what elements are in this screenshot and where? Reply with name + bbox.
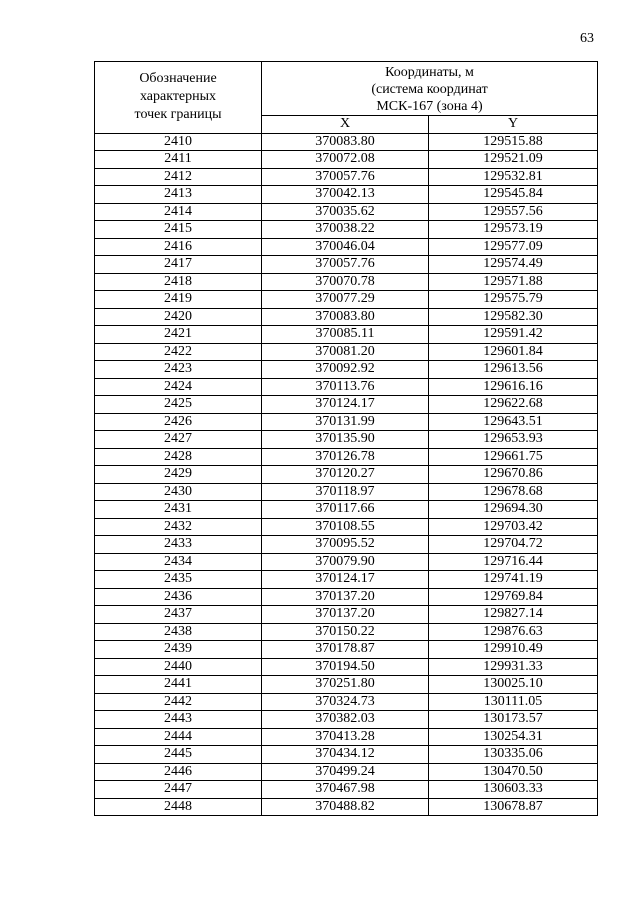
cell-point-id: 2428 xyxy=(95,448,262,466)
cell-x: 370113.76 xyxy=(262,378,429,396)
cell-point-id: 2410 xyxy=(95,133,262,151)
cell-x: 370081.20 xyxy=(262,343,429,361)
table-row xyxy=(95,448,598,466)
table-row xyxy=(95,186,598,204)
cell-point-id: 2435 xyxy=(95,571,262,589)
table-row xyxy=(95,466,598,484)
cell-x: 370042.13 xyxy=(262,186,429,204)
table-body xyxy=(95,133,598,816)
cell-x: 370124.17 xyxy=(262,571,429,589)
cell-y: 129643.51 xyxy=(429,413,598,431)
cell-point-id: 2445 xyxy=(95,746,262,764)
table-row xyxy=(95,728,598,746)
header-coords-line: МСК-167 (зона 4) xyxy=(376,99,483,114)
cell-y: 129532.81 xyxy=(429,168,598,186)
cell-y: 130111.05 xyxy=(429,693,598,711)
cell-x: 370095.52 xyxy=(262,536,429,554)
table-row xyxy=(95,308,598,326)
cell-y: 129653.93 xyxy=(429,431,598,449)
table-row xyxy=(95,431,598,449)
table-row xyxy=(95,221,598,239)
cell-point-id: 2444 xyxy=(95,728,262,746)
table-row xyxy=(95,326,598,344)
cell-x: 370382.03 xyxy=(262,711,429,729)
header-x: X xyxy=(262,116,429,134)
cell-y: 129545.84 xyxy=(429,186,598,204)
cell-x: 370251.80 xyxy=(262,676,429,694)
cell-point-id: 2432 xyxy=(95,518,262,536)
cell-point-id: 2433 xyxy=(95,536,262,554)
cell-x: 370046.04 xyxy=(262,238,429,256)
cell-x: 370488.82 xyxy=(262,798,429,816)
cell-y: 130470.50 xyxy=(429,763,598,781)
cell-x: 370120.27 xyxy=(262,466,429,484)
table-row xyxy=(95,641,598,659)
cell-x: 370324.73 xyxy=(262,693,429,711)
cell-x: 370135.90 xyxy=(262,431,429,449)
table-row xyxy=(95,396,598,414)
table-row xyxy=(95,763,598,781)
cell-x: 370434.12 xyxy=(262,746,429,764)
cell-x: 370118.97 xyxy=(262,483,429,501)
cell-x: 370137.20 xyxy=(262,606,429,624)
table-row xyxy=(95,536,598,554)
table-row xyxy=(95,571,598,589)
cell-y: 129704.72 xyxy=(429,536,598,554)
cell-point-id: 2440 xyxy=(95,658,262,676)
cell-x: 370131.99 xyxy=(262,413,429,431)
table-row xyxy=(95,133,598,151)
cell-y: 129661.75 xyxy=(429,448,598,466)
table-row xyxy=(95,273,598,291)
table-row xyxy=(95,676,598,694)
cell-point-id: 2431 xyxy=(95,501,262,519)
cell-y: 129577.09 xyxy=(429,238,598,256)
cell-y: 129521.09 xyxy=(429,151,598,169)
cell-x: 370150.22 xyxy=(262,623,429,641)
cell-point-id: 2418 xyxy=(95,273,262,291)
cell-x: 370072.08 xyxy=(262,151,429,169)
cell-y: 130025.10 xyxy=(429,676,598,694)
header-coords-line: Координаты, м xyxy=(385,65,474,80)
table-row xyxy=(95,658,598,676)
cell-y: 130173.57 xyxy=(429,711,598,729)
cell-x: 370178.87 xyxy=(262,641,429,659)
cell-point-id: 2415 xyxy=(95,221,262,239)
table-row xyxy=(95,501,598,519)
cell-x: 370085.11 xyxy=(262,326,429,344)
cell-y: 129716.44 xyxy=(429,553,598,571)
cell-x: 370035.62 xyxy=(262,203,429,221)
cell-x: 370083.80 xyxy=(262,308,429,326)
cell-x: 370070.78 xyxy=(262,273,429,291)
table-row xyxy=(95,746,598,764)
cell-y: 129557.56 xyxy=(429,203,598,221)
cell-point-id: 2430 xyxy=(95,483,262,501)
header-point-line: Обозначение xyxy=(139,71,217,87)
cell-point-id: 2411 xyxy=(95,151,262,169)
cell-point-id: 2434 xyxy=(95,553,262,571)
table-row xyxy=(95,781,598,799)
table-row xyxy=(95,291,598,309)
cell-y: 129591.42 xyxy=(429,326,598,344)
header-coordinates xyxy=(262,62,598,116)
cell-point-id: 2446 xyxy=(95,763,262,781)
cell-y: 129703.42 xyxy=(429,518,598,536)
cell-y: 129616.16 xyxy=(429,378,598,396)
table-row xyxy=(95,378,598,396)
cell-y: 129694.30 xyxy=(429,501,598,519)
table-row xyxy=(95,203,598,221)
cell-y: 130603.33 xyxy=(429,781,598,799)
table-row xyxy=(95,798,598,816)
cell-x: 370117.66 xyxy=(262,501,429,519)
table-row xyxy=(95,343,598,361)
cell-x: 370057.76 xyxy=(262,256,429,274)
table-row xyxy=(95,168,598,186)
header-coords-line: (система координат xyxy=(371,82,488,97)
cell-y: 129571.88 xyxy=(429,273,598,291)
cell-y: 129931.33 xyxy=(429,658,598,676)
cell-point-id: 2422 xyxy=(95,343,262,361)
cell-y: 129622.68 xyxy=(429,396,598,414)
header-point-designation xyxy=(95,62,262,134)
cell-point-id: 2424 xyxy=(95,378,262,396)
cell-point-id: 2425 xyxy=(95,396,262,414)
cell-y: 129582.30 xyxy=(429,308,598,326)
cell-x: 370413.28 xyxy=(262,728,429,746)
table-row xyxy=(95,711,598,729)
cell-y: 129670.86 xyxy=(429,466,598,484)
header-point-line: характерных xyxy=(139,89,217,105)
cell-x: 370083.80 xyxy=(262,133,429,151)
cell-point-id: 2419 xyxy=(95,291,262,309)
cell-y: 129601.84 xyxy=(429,343,598,361)
cell-x: 370038.22 xyxy=(262,221,429,239)
cell-x: 370077.29 xyxy=(262,291,429,309)
header-y: Y xyxy=(429,116,598,134)
cell-point-id: 2426 xyxy=(95,413,262,431)
cell-point-id: 2417 xyxy=(95,256,262,274)
table-header xyxy=(95,62,598,134)
cell-y: 129769.84 xyxy=(429,588,598,606)
cell-point-id: 2436 xyxy=(95,588,262,606)
cell-point-id: 2412 xyxy=(95,168,262,186)
cell-point-id: 2441 xyxy=(95,676,262,694)
cell-point-id: 2448 xyxy=(95,798,262,816)
cell-point-id: 2413 xyxy=(95,186,262,204)
cell-point-id: 2437 xyxy=(95,606,262,624)
cell-y: 129515.88 xyxy=(429,133,598,151)
cell-point-id: 2447 xyxy=(95,781,262,799)
table-row xyxy=(95,151,598,169)
table-row xyxy=(95,483,598,501)
cell-y: 129827.14 xyxy=(429,606,598,624)
table-row xyxy=(95,238,598,256)
cell-x: 370126.78 xyxy=(262,448,429,466)
cell-point-id: 2421 xyxy=(95,326,262,344)
table-row xyxy=(95,256,598,274)
cell-y: 129573.19 xyxy=(429,221,598,239)
cell-y: 129876.63 xyxy=(429,623,598,641)
table-row xyxy=(95,588,598,606)
table-row xyxy=(95,553,598,571)
table-row xyxy=(95,623,598,641)
cell-x: 370467.98 xyxy=(262,781,429,799)
cell-y: 130335.06 xyxy=(429,746,598,764)
cell-x: 370137.20 xyxy=(262,588,429,606)
cell-point-id: 2420 xyxy=(95,308,262,326)
cell-point-id: 2423 xyxy=(95,361,262,379)
coordinates-table xyxy=(94,61,598,816)
cell-y: 129741.19 xyxy=(429,571,598,589)
table-row xyxy=(95,413,598,431)
cell-y: 129613.56 xyxy=(429,361,598,379)
cell-point-id: 2439 xyxy=(95,641,262,659)
cell-x: 370499.24 xyxy=(262,763,429,781)
cell-x: 370124.17 xyxy=(262,396,429,414)
cell-point-id: 2438 xyxy=(95,623,262,641)
table-row xyxy=(95,606,598,624)
cell-x: 370194.50 xyxy=(262,658,429,676)
cell-x: 370057.76 xyxy=(262,168,429,186)
cell-y: 129678.68 xyxy=(429,483,598,501)
cell-x: 370079.90 xyxy=(262,553,429,571)
table-row xyxy=(95,693,598,711)
cell-y: 130254.31 xyxy=(429,728,598,746)
cell-x: 370108.55 xyxy=(262,518,429,536)
header-point-line: точек границы xyxy=(134,107,222,123)
cell-point-id: 2442 xyxy=(95,693,262,711)
cell-point-id: 2427 xyxy=(95,431,262,449)
table-row xyxy=(95,361,598,379)
cell-y: 129910.49 xyxy=(429,641,598,659)
table-row xyxy=(95,518,598,536)
cell-y: 129574.49 xyxy=(429,256,598,274)
cell-point-id: 2416 xyxy=(95,238,262,256)
cell-point-id: 2429 xyxy=(95,466,262,484)
cell-point-id: 2443 xyxy=(95,711,262,729)
cell-point-id: 2414 xyxy=(95,203,262,221)
cell-y: 130678.87 xyxy=(429,798,598,816)
page-number: 63 xyxy=(580,31,594,46)
cell-y: 129575.79 xyxy=(429,291,598,309)
cell-x: 370092.92 xyxy=(262,361,429,379)
